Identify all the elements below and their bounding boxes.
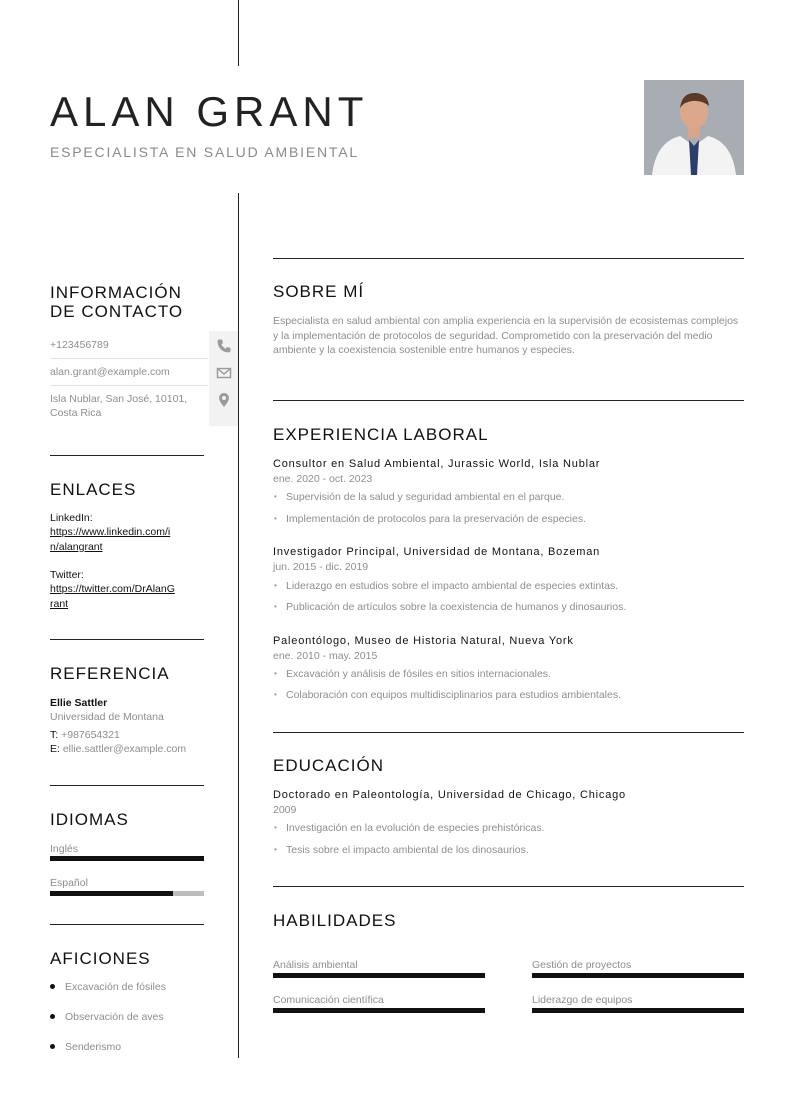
link-twitter: [50, 568, 202, 611]
section-rule: [50, 639, 204, 640]
language-name: Inglés: [50, 843, 79, 855]
job-bullet: • Publicación de artículos sobre la coexistencia de humanos y dinosaurios.: [274, 601, 626, 613]
job-bullet: • Excavación y análisis de fósiles en sitios internacionales.: [274, 668, 551, 680]
about-text: Especialista en salud ambiental con amplia experiencia en la supervisión de ecosistemas complejos y la implementación de protocolos de seguridad. Comprometido con la preservación del medio ambiente y la coexistencia sostenible entre humanos y especies.: [273, 315, 739, 356]
reference-email-row: [50, 742, 186, 756]
skill-bar: [273, 973, 485, 978]
link-label: LinkedIn:: [50, 512, 93, 524]
skills-heading: HABILIDADES: [273, 911, 397, 930]
hobby-item: Senderismo: [50, 1041, 121, 1053]
links-heading: ENLACES: [50, 480, 137, 499]
bullet-dot: [50, 1014, 55, 1019]
skill-name: Comunicación científica: [273, 994, 384, 1006]
contact-phone[interactable]: +123456789: [50, 339, 109, 351]
languages-heading: IDIOMAS: [50, 810, 129, 829]
envelope-icon: [216, 365, 232, 381]
contact-separator: [50, 385, 208, 386]
job-bullet: • Implementación de protocolos para la preservación de especies.: [274, 513, 586, 525]
job-bullet: • Liderazgo en estudios sobre el impacto ambiental de especies extintas.: [274, 580, 618, 592]
contact-email[interactable]: alan.grant@example.com: [50, 366, 170, 378]
bullet-dot: [50, 984, 55, 989]
contact-address: [50, 392, 187, 420]
experience-heading: EXPERIENCIA LABORAL: [273, 425, 489, 444]
job-title: Consultor en Salud Ambiental, Jurassic World, Isla Nublar: [273, 458, 601, 470]
hobby-item: Excavación de fósiles: [50, 981, 166, 993]
section-rule: [273, 258, 744, 259]
candidate-title: ESPECIALISTA EN SALUD AMBIENTAL: [50, 144, 359, 160]
reference-heading: REFERENCIA: [50, 664, 170, 683]
language-bar-fill: [50, 856, 204, 861]
contact-heading-line2: DE CONTACTO: [50, 302, 184, 321]
job-dates: ene. 2020 - oct. 2023: [273, 473, 373, 485]
reference-org: Universidad de Montana: [50, 711, 164, 723]
linkedin-url[interactable]: https://www.linkedin.com/i n/alangrant: [50, 526, 171, 553]
section-rule: [50, 924, 204, 925]
contact-heading: [50, 283, 183, 321]
language-bar-fill: [50, 891, 173, 896]
skill-bar: [532, 973, 744, 978]
address-line: Isla Nublar, San José, 10101,: [50, 393, 188, 405]
address-line: Costa Rica: [50, 407, 102, 419]
job-title: Investigador Principal, Universidad de Montana, Bozeman: [273, 546, 601, 558]
skill-name: Gestión de proyectos: [532, 959, 632, 971]
divider-top: [238, 0, 239, 66]
skill-bar: [532, 1008, 744, 1013]
contact-separator: [50, 358, 208, 359]
reference-name: Ellie Sattler: [50, 697, 108, 709]
divider-main: [238, 193, 239, 1058]
about-heading: SOBRE MÍ: [273, 282, 365, 301]
job-bullet: • Supervisión de la salud y seguridad ambiental en el parque.: [274, 491, 564, 503]
language-name: Español: [50, 877, 88, 889]
twitter-url[interactable]: https://twitter.com/DrAlanG rant: [50, 583, 175, 610]
degree-title: Doctorado en Paleontología, Universidad de Chicago, Chicago: [273, 789, 626, 801]
reference-email[interactable]: ellie.sattler@example.com: [62, 743, 187, 755]
map-pin-icon: [216, 392, 232, 408]
reference-phone-row: [50, 728, 120, 742]
section-rule: [273, 886, 744, 887]
job-dates: jun. 2015 - dic. 2019: [273, 561, 369, 573]
link-label: Twitter:: [50, 569, 84, 581]
section-rule: [50, 455, 204, 456]
job-bullet: • Colaboración con equipos multidisciplinarios para estudios ambientales.: [274, 689, 621, 701]
education-heading: EDUCACIÓN: [273, 756, 385, 775]
phone-label: T:: [50, 729, 59, 741]
hobby-item: Observación de aves: [50, 1011, 164, 1023]
email-label: E:: [50, 743, 60, 755]
skill-name: Liderazgo de equipos: [532, 994, 633, 1006]
education-bullet: • Investigación en la evolución de especies prehistóricas.: [274, 822, 545, 834]
hobbies-heading: AFICIONES: [50, 949, 151, 968]
job-dates: ene. 2010 - may. 2015: [273, 650, 378, 662]
section-rule: [50, 785, 204, 786]
skill-name: Análisis ambiental: [273, 959, 358, 971]
job-title: Paleontólogo, Museo de Historia Natural, Nueva York: [273, 635, 574, 647]
section-rule: [273, 400, 744, 401]
profile-photo: [644, 80, 744, 175]
reference-phone[interactable]: +987654321: [61, 729, 120, 741]
education-bullet: • Tesis sobre el impacto ambiental de los dinosaurios.: [274, 844, 529, 856]
skill-bar: [273, 1008, 485, 1013]
candidate-name: ALAN GRANT: [50, 88, 369, 135]
link-linkedin: [50, 511, 202, 554]
bullet-dot: [50, 1044, 55, 1049]
section-rule: [273, 732, 744, 733]
phone-icon: [216, 338, 232, 354]
degree-year: 2009: [273, 804, 297, 816]
contact-heading-line1: INFORMACIÓN: [50, 283, 182, 302]
